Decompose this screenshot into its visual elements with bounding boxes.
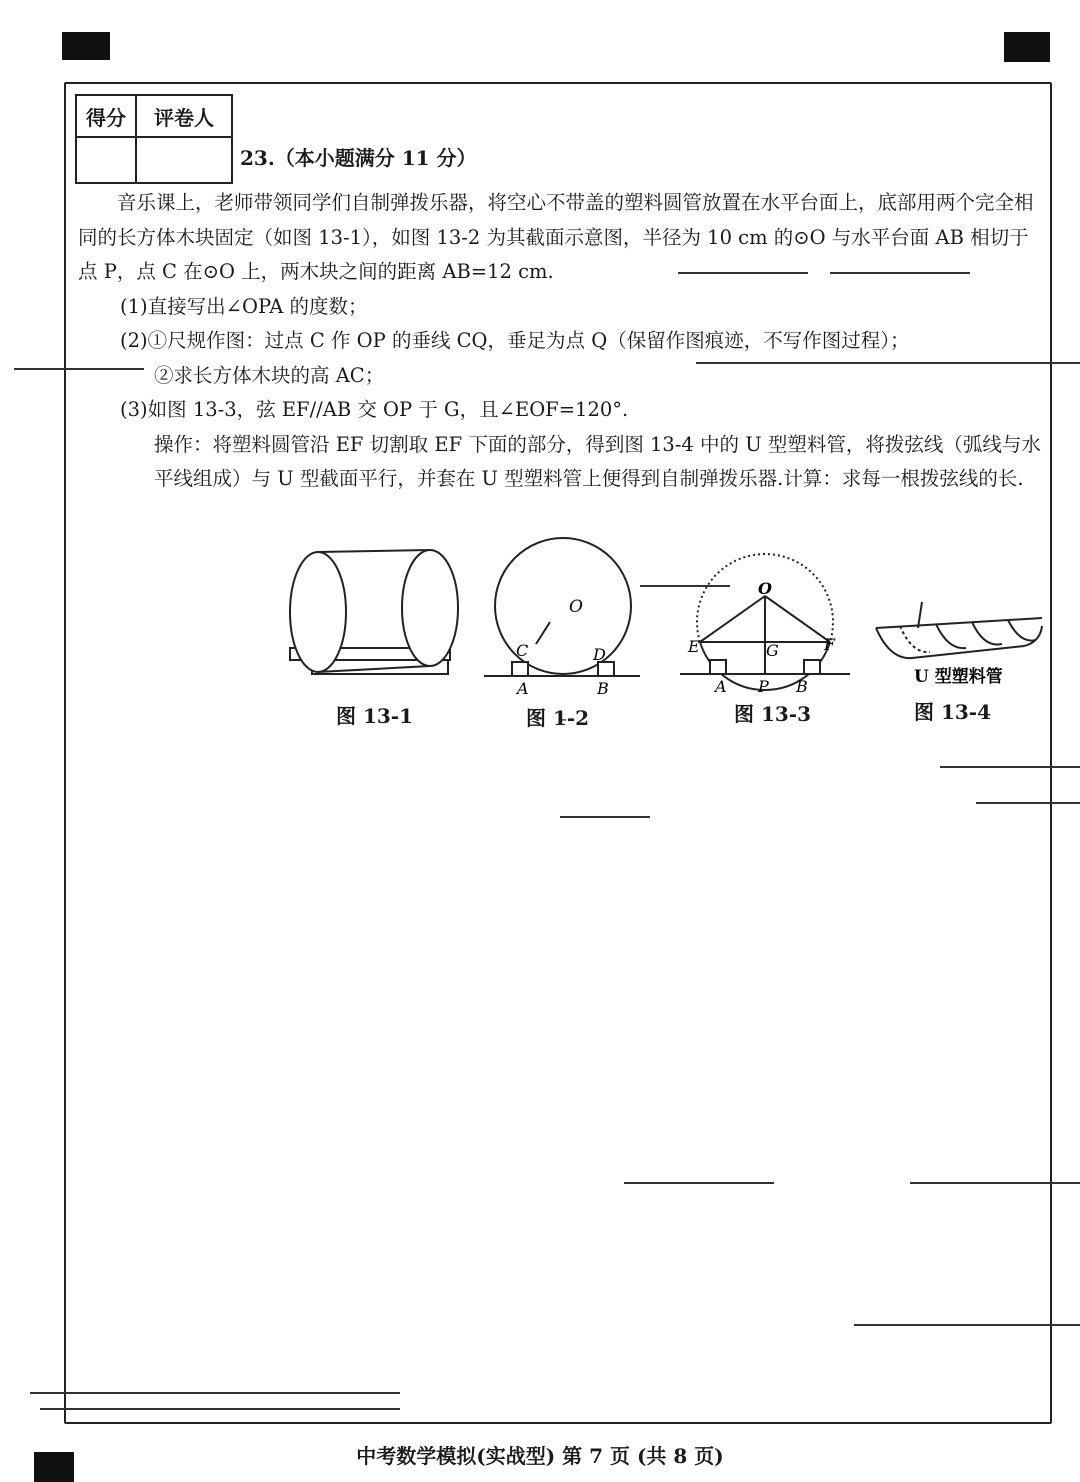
figure-13-1-cylinder xyxy=(290,550,458,674)
score-cell xyxy=(76,137,136,183)
part-1: (1)直接写出∠OPA 的度数； xyxy=(120,294,368,318)
scan-line xyxy=(560,816,650,818)
score-label: 得分 xyxy=(76,95,136,137)
operation-text: 操作：将塑料圆管沿 EF 切割取 EF 下面的部分，得到图 13-4 中的 U 型塑料管，将拨弦线（弧线与水平线组成）与 U 型截面平行，并套在 U 型塑料管上便得到自制弹拨乐器.计算：求每一根拨弦线的长. xyxy=(154,432,1041,490)
part-2b: ②求长方体木块的高 AC； xyxy=(154,363,385,387)
scan-line xyxy=(854,1324,1080,1326)
scan-line xyxy=(30,1392,400,1394)
figure-13-4-caption: 图 13-4 xyxy=(914,700,992,724)
scan-line xyxy=(940,766,1080,768)
fig3-label-F: F xyxy=(824,635,836,654)
page-footer: 中考数学模拟(实战型) 第 7 页 (共 8 页) xyxy=(356,1444,724,1468)
registration-mark-top-right xyxy=(1004,32,1050,62)
fig2-label-D: D xyxy=(593,645,606,664)
fig3-label-E: E xyxy=(688,637,700,656)
grader-label: 评卷人 xyxy=(136,95,232,137)
figure-13-4-u-pipe xyxy=(876,602,1042,658)
question-header: 23.（本小题满分 11 分） xyxy=(240,146,477,170)
scan-line xyxy=(678,272,808,274)
figure-row xyxy=(0,530,1080,730)
figure-13-2-cross-section xyxy=(484,538,640,676)
figure-13-3-caption: 图 13-3 xyxy=(734,702,812,726)
scan-line xyxy=(976,802,1080,804)
fig3-label-B: B xyxy=(796,677,808,696)
scan-line xyxy=(14,368,144,370)
scan-line xyxy=(830,272,970,274)
scan-line xyxy=(40,1408,400,1410)
fig2-label-O: O xyxy=(569,597,583,617)
fig2-label-B: B xyxy=(597,679,609,698)
registration-mark-top-left xyxy=(62,32,110,60)
fig2-label-C: C xyxy=(516,641,529,660)
grader-cell xyxy=(136,137,232,183)
fig2-label-A: A xyxy=(517,679,529,698)
fig3-label-O: O xyxy=(758,579,772,598)
scan-line xyxy=(696,362,1080,364)
fig3-label-G: G xyxy=(766,641,779,660)
fig3-label-A: A xyxy=(715,677,727,696)
scan-line xyxy=(640,585,730,587)
part-2a: (2)①尺规作图：过点 C 作 OP 的垂线 CQ，垂足为点 Q（保留作图痕迹，不写作图过程）； xyxy=(120,329,910,352)
score-box xyxy=(75,94,233,184)
question-intro: 音乐课上，老师带领同学们自制弹拨乐器，将空心不带盖的塑料圆管放置在水平台面上，底部用两个完全相同的长方体木块固定（如图 13-1），如图 13-2 为其截面示意图，半径为 10 cm 的⊙O 与水平台面 AB 相切于点 P，点 C 在⊙O 上，两木块之间的距离 AB=12 cm. xyxy=(78,191,1034,283)
fig4-label: U 型塑料管 xyxy=(914,667,1003,687)
fig3-label-P: P xyxy=(758,677,769,696)
figure-13-2-caption: 图 1̵-2 xyxy=(526,706,590,730)
figure-13-1-caption: 图 13-1 xyxy=(336,704,414,728)
question-body xyxy=(78,186,1044,497)
scan-line xyxy=(624,1182,774,1184)
figure-13-3-chord xyxy=(680,554,850,690)
part-3: (3)如图 13-3，弦 EF//AB 交 OP 于 G，且∠EOF=120°. xyxy=(120,398,629,421)
scan-line xyxy=(910,1182,1080,1184)
